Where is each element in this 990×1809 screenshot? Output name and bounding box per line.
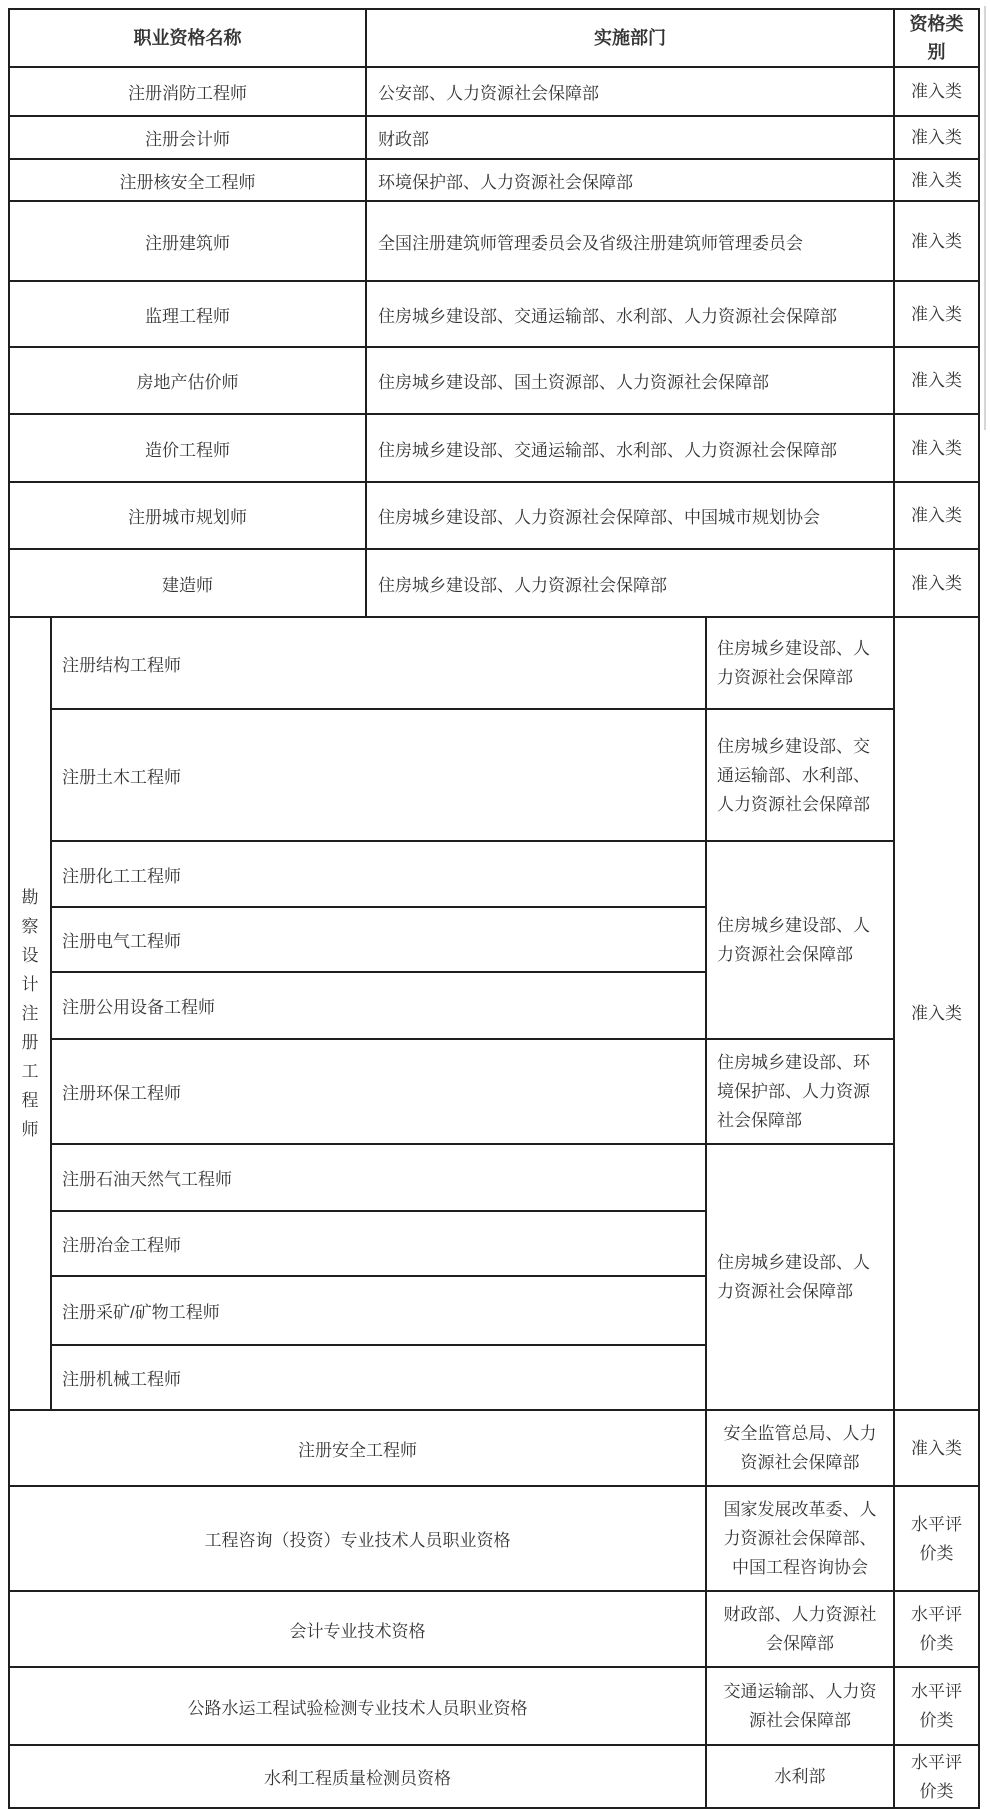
table-row-group <box>9 1144 979 1211</box>
table-row <box>9 414 979 482</box>
category-cell: 准入类 <box>894 201 979 281</box>
table-row <box>9 67 979 116</box>
qualification-name-cell: 注册核安全工程师 <box>9 159 366 201</box>
department-cell: 财政部、人力资源社会保障部 <box>706 1591 894 1667</box>
department-cell: 水利部 <box>706 1745 894 1808</box>
department-cell: 住房城乡建设部、交通运输部、水利部、人力资源社会保障部 <box>706 709 894 841</box>
qualification-name-cell: 注册建筑师 <box>9 201 366 281</box>
qualification-name-cell: 造价工程师 <box>9 414 366 482</box>
qualification-name-cell: 注册冶金工程师 <box>51 1211 706 1276</box>
qualification-name-cell: 注册化工工程师 <box>51 841 706 907</box>
category-cell: 水平评价类 <box>894 1591 979 1667</box>
qualification-name-cell: 注册安全工程师 <box>9 1410 706 1486</box>
table-row <box>9 1591 979 1667</box>
table-row <box>9 1667 979 1745</box>
qualification-name-cell: 公路水运工程试验检测专业技术人员职业资格 <box>9 1667 706 1745</box>
department-cell: 住房城乡建设部、人力资源社会保障部 <box>706 841 894 1039</box>
category-cell: 准入类 <box>894 67 979 116</box>
category-cell: 准入类 <box>894 414 979 482</box>
qualification-name-cell: 注册会计师 <box>9 116 366 159</box>
department-cell: 住房城乡建设部、交通运输部、水利部、人力资源社会保障部 <box>366 414 894 482</box>
table-row-group <box>9 709 979 841</box>
department-cell: 住房城乡建设部、人力资源社会保障部、中国城市规划协会 <box>366 482 894 549</box>
qualification-table <box>8 8 980 1809</box>
table-row <box>9 1410 979 1486</box>
page-edge-artifact <box>984 6 986 430</box>
category-cell: 准入类 <box>894 347 979 414</box>
qualification-name-cell: 会计专业技术资格 <box>9 1591 706 1667</box>
department-cell: 国家发展改革委、人力资源社会保障部、中国工程咨询协会 <box>706 1486 894 1591</box>
department-cell: 住房城乡建设部、人力资源社会保障部 <box>366 549 894 617</box>
qualification-name-cell: 注册采矿/矿物工程师 <box>51 1276 706 1345</box>
qualification-name-cell: 工程咨询（投资）专业技术人员职业资格 <box>9 1486 706 1591</box>
qualification-name-cell: 注册消防工程师 <box>9 67 366 116</box>
department-cell: 公安部、人力资源社会保障部 <box>366 67 894 116</box>
table-row <box>9 159 979 201</box>
qualification-name-cell: 监理工程师 <box>9 281 366 347</box>
table-row <box>9 116 979 159</box>
table-row <box>9 347 979 414</box>
qualification-name-cell: 注册土木工程师 <box>51 709 706 841</box>
group-label-cell <box>9 617 51 1410</box>
category-cell: 准入类 <box>894 281 979 347</box>
col-header-qualification-name: 职业资格名称 <box>9 9 366 67</box>
qualification-name-cell: 注册石油天然气工程师 <box>51 1144 706 1211</box>
category-cell: 水平评价类 <box>894 1745 979 1808</box>
department-cell: 交通运输部、人力资源社会保障部 <box>706 1667 894 1745</box>
category-cell: 准入类 <box>894 116 979 159</box>
qualification-name-cell: 注册环保工程师 <box>51 1039 706 1144</box>
table-row-group <box>9 617 979 709</box>
table-row <box>9 1486 979 1591</box>
department-cell: 环境保护部、人力资源社会保障部 <box>366 159 894 201</box>
category-cell: 准入类 <box>894 1410 979 1486</box>
qualification-name-cell: 注册城市规划师 <box>9 482 366 549</box>
department-cell: 住房城乡建设部、环境保护部、人力资源社会保障部 <box>706 1039 894 1144</box>
table-row <box>9 201 979 281</box>
col-header-implementing-department: 实施部门 <box>366 9 894 67</box>
department-cell: 全国注册建筑师管理委员会及省级注册建筑师管理委员会 <box>366 201 894 281</box>
qualification-name-cell: 注册电气工程师 <box>51 907 706 972</box>
qualification-name-cell: 房地产估价师 <box>9 347 366 414</box>
qualification-name-cell: 注册机械工程师 <box>51 1345 706 1410</box>
table-row <box>9 549 979 617</box>
department-cell: 住房城乡建设部、交通运输部、水利部、人力资源社会保障部 <box>366 281 894 347</box>
category-cell: 水平评价类 <box>894 1667 979 1745</box>
category-cell: 准入类 <box>894 617 979 1410</box>
table-row <box>9 1745 979 1808</box>
department-cell: 住房城乡建设部、人力资源社会保障部 <box>706 617 894 709</box>
category-cell: 水平评价类 <box>894 1486 979 1591</box>
qualification-name-cell: 注册公用设备工程师 <box>51 972 706 1039</box>
category-cell: 准入类 <box>894 482 979 549</box>
department-cell: 安全监管总局、人力资源社会保障部 <box>706 1410 894 1486</box>
col-header-category: 资格类别 <box>894 9 979 67</box>
category-cell: 准入类 <box>894 549 979 617</box>
table-row-group <box>9 1039 979 1144</box>
qualification-name-cell: 注册结构工程师 <box>51 617 706 709</box>
table-row <box>9 482 979 549</box>
category-cell: 准入类 <box>894 159 979 201</box>
group-label-vertical-text: 勘察设计注册工程师 <box>21 888 39 1139</box>
header-row <box>9 9 979 67</box>
department-cell: 住房城乡建设部、人力资源社会保障部 <box>706 1144 894 1410</box>
department-cell: 财政部 <box>366 116 894 159</box>
department-cell: 住房城乡建设部、国土资源部、人力资源社会保障部 <box>366 347 894 414</box>
qualification-name-cell: 建造师 <box>9 549 366 617</box>
table-row <box>9 281 979 347</box>
qualification-name-cell: 水利工程质量检测员资格 <box>9 1745 706 1808</box>
table-row-group <box>9 841 979 907</box>
